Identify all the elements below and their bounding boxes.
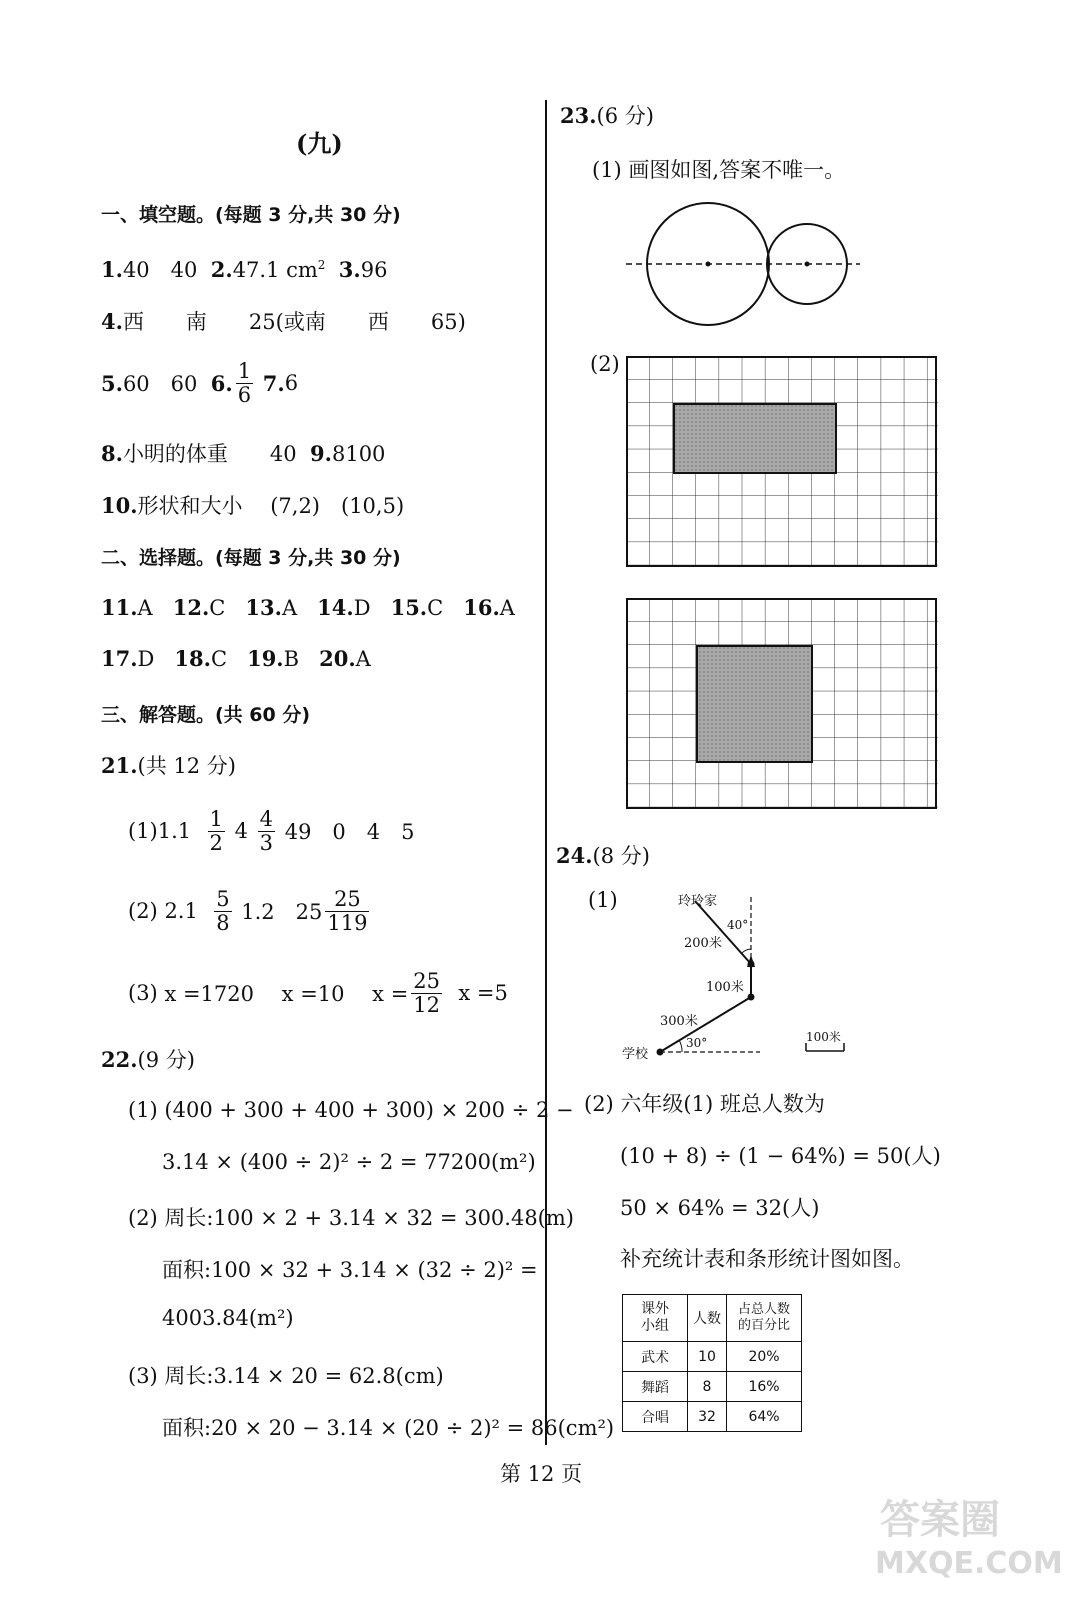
q24-eq-2: 50 × 64% = 32(人) — [620, 1196, 820, 1220]
table-cell: 10 — [688, 1342, 727, 1372]
label-200m: 200米 — [684, 936, 722, 951]
fraction: $\frac{25}{119}$ — [327, 887, 368, 935]
answer-1-3: 1.40 40 2.47.1 $cm^2$ 3.96 — [101, 257, 388, 282]
fraction: $\frac{25}{12}$ — [413, 969, 441, 1017]
q21-heading: 21.(共 12 分) — [101, 753, 237, 778]
answer-5-7: 5. 60 60 6. $\frac{1}{6}$ 7. 6 — [101, 359, 299, 407]
watermark-url: MXQE.COM — [875, 1546, 1063, 1581]
q22-line-4: 面积:100 × 32 + 3.14 × (32 ÷ 2)² = — [162, 1258, 538, 1282]
label-100m: 100米 — [706, 980, 744, 995]
table-header: 人数 — [688, 1295, 727, 1342]
q23-part-2-label: (2) — [590, 352, 620, 376]
fraction: $\frac{1}{6}$ — [237, 359, 252, 407]
watermark-brand: 答案圈 — [880, 1497, 1000, 1543]
section-3-heading: 三、解答题。(共 60 分) — [101, 704, 311, 726]
label-40deg: 40° — [727, 918, 749, 932]
center-dot — [805, 262, 810, 267]
circles-drawing — [620, 200, 870, 330]
stats-table — [622, 1294, 802, 1432]
q21-part-3: (3) x =1720 x =10 x = $\frac{25}{12}$ x =5 — [128, 969, 508, 1017]
q22-line-5: 4003.84(m²) — [162, 1306, 294, 1330]
grid-figure-rectangle — [626, 356, 938, 568]
choice-row-2: 17.D 18.C 19.B 20.A — [101, 646, 371, 671]
fraction: $\frac{5}{8}$ — [216, 887, 230, 935]
q22-line-3: (2) 周长:100 × 2 + 3.14 × 32 = 300.48(m) — [128, 1206, 574, 1230]
section-1-heading: 一、填空题。(每题 3 分,共 30 分) — [101, 204, 401, 226]
table-cell: 武术 — [623, 1342, 688, 1372]
angle-arc — [742, 949, 751, 953]
table-header-row — [623, 1295, 802, 1342]
grid-figure-square — [626, 598, 938, 810]
turn-point — [748, 961, 755, 968]
table-cell: 16% — [727, 1372, 802, 1402]
q22-line-7: 面积:20 × 20 − 3.14 × (20 ÷ 2)² = 86(cm²) — [162, 1416, 615, 1440]
table-cell: 8 — [688, 1372, 727, 1402]
table-row — [623, 1372, 802, 1402]
section-2-heading: 二、选择题。(每题 3 分,共 30 分) — [101, 547, 401, 569]
page-title: (九) — [296, 129, 343, 158]
q22-line-1: (1) (400 + 300 + 400 + 300) × 200 ÷ 2 − — [128, 1098, 574, 1122]
q21-part-1: (1) 1.1 $\frac{1}{2}$ 4 $\frac{4}{3}$ 49 0 4 5 — [128, 807, 415, 855]
table-cell: 20% — [727, 1342, 802, 1372]
q22-heading: 22.(9 分) — [101, 1047, 195, 1072]
q22-line-6: (3) 周长:3.14 × 20 = 62.8(cm) — [128, 1364, 444, 1388]
table-row — [623, 1402, 802, 1432]
angle-arc — [679, 1040, 682, 1052]
school-point — [657, 1049, 664, 1056]
table-header: 占总人数 的百分比 — [727, 1295, 802, 1342]
label-school: 学校 — [622, 1047, 649, 1062]
fraction: $\frac{4}{3}$ — [259, 807, 274, 855]
fraction: $\frac{1}{2}$ — [209, 807, 223, 855]
answer-8-9: 8.小明的体重 40 9.8100 — [101, 441, 386, 466]
q24-part-1: (1) — [588, 888, 618, 912]
table-row — [623, 1342, 802, 1372]
q23-part-1: (1) 画图如图,答案不唯一。 — [592, 158, 846, 182]
q24-eq-1: (10 + 8) ÷ (1 − 64%) = 50(人) — [620, 1144, 941, 1168]
table-cell: 合唱 — [623, 1402, 688, 1432]
choice-row-1: 11.A 12.C 13.A 14.D 15.C 16.A — [101, 595, 515, 620]
shaded-rectangle — [674, 404, 836, 473]
q22-line-2: 3.14 × (400 ÷ 2)² ÷ 2 = 77200(m²) — [162, 1150, 536, 1174]
table-cell: 32 — [688, 1402, 727, 1432]
q21-part-2: (2) 2.1 $\frac{5}{8}$ 1.2 25 $\frac{25}{119}$ — [128, 887, 368, 935]
shaded-square — [697, 646, 812, 762]
table-cell: 64% — [727, 1402, 802, 1432]
q24-heading: 24.(8 分) — [556, 843, 650, 868]
table-cell: 舞蹈 — [623, 1372, 688, 1402]
center-dot — [706, 262, 711, 267]
q23-heading: 23.(6 分) — [560, 103, 654, 128]
answer-10: 10.形状和大小 (7,2) (10,5) — [101, 493, 405, 518]
page-number: 第 12 页 — [500, 1462, 583, 1486]
column-divider — [545, 100, 547, 1445]
q24-note: 补充统计表和条形统计图如图。 — [620, 1247, 914, 1271]
turn-point — [748, 994, 755, 1001]
label-30deg: 30° — [686, 1036, 708, 1050]
label-scale: 100米 — [806, 1030, 841, 1044]
label-300m: 300米 — [660, 1014, 698, 1029]
label-home: 玲玲家 — [678, 894, 718, 909]
answer-4: 4.西 南 25(或南 西 65) — [101, 309, 466, 334]
q24-part-2: (2) 六年级(1) 班总人数为 — [584, 1092, 825, 1116]
table-header: 课外 小组 — [623, 1295, 688, 1342]
